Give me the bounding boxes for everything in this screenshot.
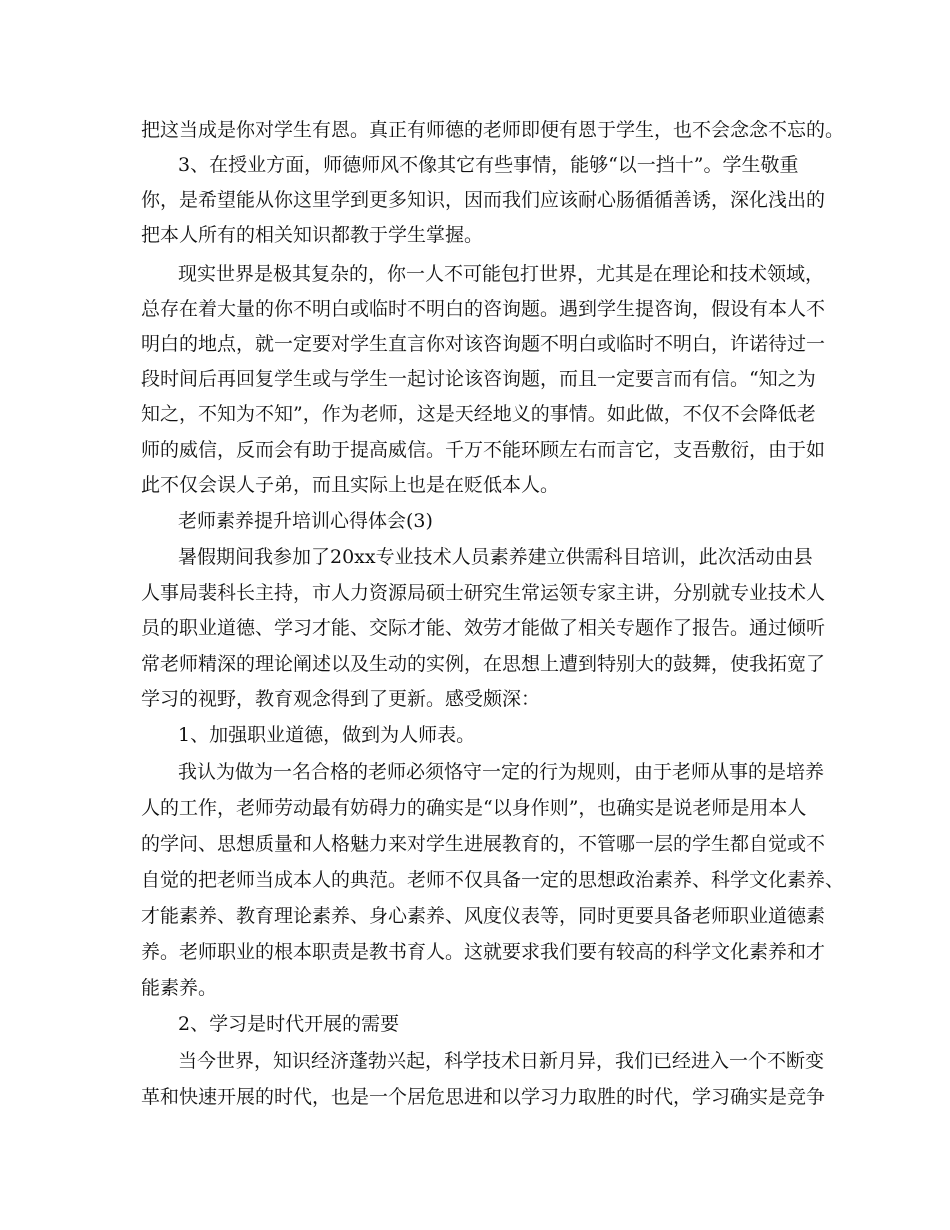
subheading: 2、学习是时代开展的需要 [178,1013,400,1035]
text-line: 常老师精深的理论阐述以及生动的实例，在思想上遭到特别大的鼓舞，使我拓宽了 [141,653,826,675]
text-line: 师的威信，反而会有助于提高威信。千万不能环顾左右而言它，支吾敷衍，由于如 [141,439,826,461]
text-line: 你，是希望能从你这里学到更多知识，因而我们应该耐心肠循循善诱，深化浅出的 [141,189,826,211]
text-line: 段时间后再回复学生或与学生一起讨论该咨询题，而且一定要言而有信。“知之为 [141,368,816,390]
text-line: 把本人所有的相关知识都教于学生掌握。 [141,224,484,246]
text-line: 革和快速开展的时代，也是一个居危思进和以学习力取胜的时代，学习确实是竞争 [141,1086,826,1108]
text-line: 学习的视野，教育观念得到了更新。感受颇深： [141,688,541,710]
text-line: 员的职业道德、学习才能、交际才能、效劳才能做了相关专题作了报告。通过倾听 [141,617,826,639]
subheading: 1、加强职业道德，做到为人师表。 [178,724,476,746]
text-line: 人事局裴科长主持，市人力资源局硕士研究生常运领专家主讲，分别就专业技术人 [141,582,826,604]
text-line: 明白的地点，就一定要对学生直言你对该咨询题不明白或临时不明白，许诺待过一 [141,333,826,355]
text-line: 知之，不知为不知”，作为老师，这是天经地义的事情。如此做，不仅不会降低老 [141,403,816,425]
text-line: 把这当成是你对学生有恩。真正有师德的老师即便有恩于学生，也不会念念不忘的。 [141,119,845,141]
text-line: 当今世界，知识经济蓬勃兴起，科学技术日新月异，我们已经进入一个不断变 [178,1050,825,1072]
text-line: 此不仅会误人子弟，而且实际上也是在贬低本人。 [141,474,560,496]
text-line: 3、在授业方面，师德师风不像其它有些事情，能够“以一挡十”。学生敬重 [178,154,799,176]
section-heading: 老师素养提升培训心得体会(3) [178,510,433,532]
text-line: 现实世界是极其复杂的，你一人不可能包打世界，尤其是在理论和技术领域， [178,263,825,285]
text-line: 的学问、思想质量和人格魅力来对学生进展教育的，不管哪一层的学生都自觉或不 [141,833,826,855]
text-line: 总存在着大量的你不明白或临时不明白的咨询题。遇到学生提咨询，假设有本人不 [141,298,826,320]
text-line: 人的工作，老师劳动最有妨碍力的确实是“以身作则”，也确实是说老师是用本人 [141,797,807,819]
text-line: 我认为做为一名合格的老师必须恪守一定的行为规则，由于老师从事的是培养 [178,761,825,783]
text-line: 能素养。 [141,977,218,999]
text-line: 养。老师职业的根本职责是教书育人。这就要求我们要有较高的科学文化素养和才 [141,941,826,963]
text-line: 暑假期间我参加了20xx专业技术人员素养建立供需科目培训，此次活动由县 [178,546,813,568]
text-line: 自觉的把老师当成本人的典范。老师不仅具备一定的思想政治素养、科学文化素养、 [141,869,845,891]
text-line: 才能素养、教育理论素养、身心素养、风度仪表等，同时更要具备老师职业道德素 [141,905,826,927]
